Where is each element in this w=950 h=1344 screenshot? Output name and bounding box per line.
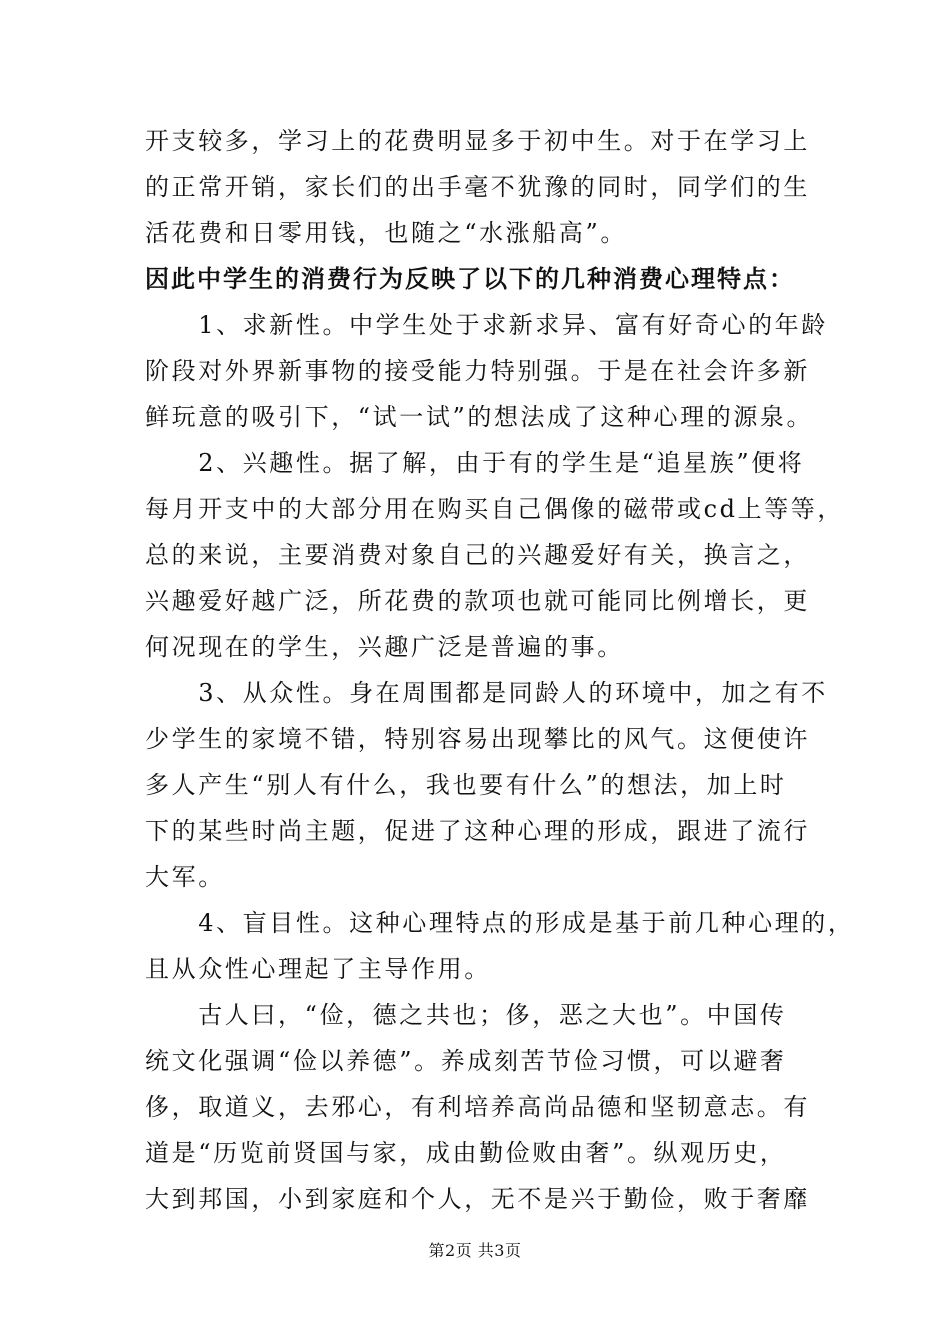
text-line: 古人曰，“俭，德之共也；侈，恶之大也”。中国传 — [145, 1001, 787, 1029]
text-line: 道是“历览前贤国与家，成由勤俭败由奢”。纵观历史， — [145, 1139, 787, 1167]
text-line: 1、求新性。中学生处于求新求异、富有好奇心的年龄 — [145, 311, 828, 339]
text-line: 活花费和日零用钱，也随之“水涨船高”。 — [145, 219, 627, 247]
text-line: 阶段对外界新事物的接受能力特别强。于是在社会许多新 — [145, 357, 810, 385]
text-line: 大军。 — [145, 863, 225, 891]
text-line: 总的来说，主要消费对象自己的兴趣爱好有关，换言之， — [145, 541, 810, 569]
page-footer: 第2页 共3页 — [428, 1241, 522, 1260]
text-line: 4、盲目性。这种心理特点的形成是基于前几种心理的， — [145, 909, 855, 937]
text-line: 多人产生“别人有什么，我也要有什么”的想法，加上时 — [145, 771, 787, 799]
document-body — [145, 118, 855, 1222]
text-line: 且从众性心理起了主导作用。 — [145, 955, 491, 983]
text-line: 下的某些时尚主题，促进了这种心理的形成，跟进了流行 — [145, 817, 810, 845]
text-line: 的正常开销，家长们的出手毫不犹豫的同时，同学们的生 — [145, 173, 810, 201]
text-line: 侈，取道义，去邪心，有利培养高尚品德和坚韧意志。有 — [145, 1093, 810, 1121]
text-line: 2、兴趣性。据了解，由于有的学生是“追星族”便将 — [145, 449, 805, 477]
section-heading: 因此中学生的消费行为反映了以下的几种消费心理特点： — [145, 265, 795, 293]
text-line: 大到邦国，小到家庭和个人，无不是兴于勤俭，败于奢靡 — [145, 1185, 810, 1213]
text-line: 开支较多，学习上的花费明显多于初中生。对于在学习上 — [145, 127, 810, 155]
text-line: 统文化强调“俭以养德”。养成刻苦节俭习惯，可以避奢 — [145, 1047, 787, 1075]
text-line: 3、从众性。身在周围都是同龄人的环境中，加之有不 — [145, 679, 828, 707]
text-line: 每月开支中的大部分用在购买自己偶像的磁带或cd上等等， — [145, 495, 845, 523]
text-line: 兴趣爱好越广泛，所花费的款项也就可能同比例增长，更 — [145, 587, 810, 615]
text-line: 少学生的家境不错，特别容易出现攀比的风气。这便使许 — [145, 725, 810, 753]
text-line: 何况现在的学生，兴趣广泛是普遍的事。 — [145, 633, 624, 661]
text-line: 鲜玩意的吸引下，“试一试”的想法成了这种心理的源泉。 — [145, 403, 814, 431]
